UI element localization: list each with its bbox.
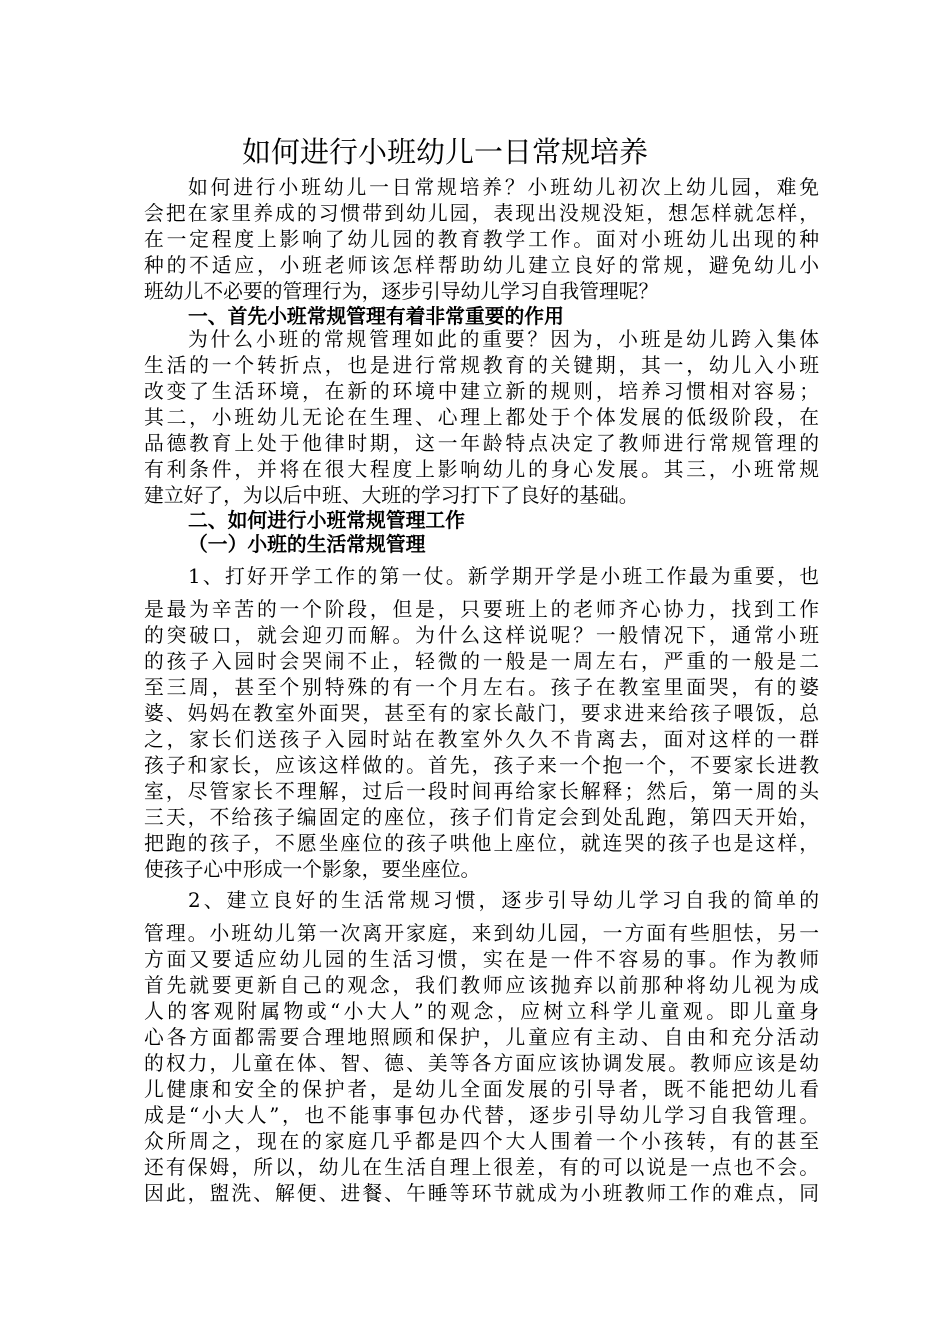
- para-intro-line: 如何进行小班幼儿一日常规培养？小班幼儿初次上幼儿园，难免: [188, 176, 819, 199]
- para-item1-line: 的突破口，就会迎刃而解。为什么这样说呢？一般情况下，通常小班: [144, 624, 819, 647]
- para-item2-line: 的权力，儿童在体、智、德、美等各方面应该协调发展。教师应该是幼: [144, 1052, 819, 1075]
- para-item2-line: 还有保姆，所以，幼儿在生活自理上很差，有的可以说是一点也不会。: [144, 1156, 819, 1179]
- para-section1-line: 有利条件，并将在很大程度上影响幼儿的身心发展。其三，小班常规: [144, 458, 819, 481]
- para-section1-line: 生活的一个转折点，也是进行常规教育的关键期，其一，幼儿入小班: [144, 354, 819, 377]
- para-item1-line: 是最为辛苦的一个阶段，但是，只要班上的老师齐心协力，找到工作: [144, 598, 819, 621]
- para-intro-line: 班幼儿不必要的管理行为，逐步引导幼儿学习自我管理呢？: [144, 280, 659, 303]
- para-item1-line: 1、打好开学工作的第一仗。新学期开学是小班工作最为重要，也: [188, 565, 819, 588]
- section-heading-1: 一、首先小班常规管理有着非常重要的作用: [188, 304, 564, 328]
- para-item2-line: 方面又要适应幼儿园的生活习惯，实在是一件不容易的事。作为教师: [144, 948, 819, 971]
- para-intro-line: 种的不适应，小班老师该怎样帮助幼儿建立良好的常规，避免幼儿小: [144, 254, 819, 277]
- para-item2-line: 因此，盥洗、解便、进餐、午睡等环节就成为小班教师工作的难点，同: [144, 1182, 819, 1205]
- para-item1-line: 至三周，甚至个别特殊的有一个月左右。孩子在教室里面哭，有的婆: [144, 676, 819, 699]
- para-intro-line: 会把在家里养成的习惯带到幼儿园，表现出没规没矩，想怎样就怎样，: [144, 202, 819, 225]
- para-item1-line: 使孩子心中形成一个影象，要坐座位。: [144, 858, 481, 881]
- para-section1-line: 品德教育上处于他律时期，这一年龄特点决定了教师进行常规管理的: [144, 432, 819, 455]
- para-section1-line: 为什么小班的常规管理如此的重要？因为，小班是幼儿跨入集体: [188, 328, 819, 351]
- para-item1-line: 室，尽管家长不理解，过后一段时间再给家长解释；然后，第一周的头: [144, 780, 819, 803]
- para-item1-line: 婆、妈妈在教室外面哭，甚至有的家长敲门，要求进来给孩子喂饭，总: [144, 702, 819, 725]
- para-item2-line: 2、建立良好的生活常规习惯，逐步引导幼儿学习自我的简单的: [188, 889, 819, 912]
- para-item2-line: 首先就要更新自己的观念，我们教师应该抛弃以前那种将幼儿视为成: [144, 974, 819, 997]
- para-item1-line: 把跑的孩子，不愿坐座位的孩子哄他上座位，就连哭的孩子也是这样，: [144, 832, 819, 855]
- section-heading-2: 二、如何进行小班常规管理工作: [188, 508, 465, 532]
- para-section1-line: 改变了生活环境，在新的环境中建立新的规则，培养习惯相对容易；: [144, 380, 819, 403]
- subsection-heading-1: （一）小班的生活常规管理: [188, 532, 426, 556]
- para-item2-line: 管理。小班幼儿第一次离开家庭，来到幼儿园，一方面有些胆怯，另一: [144, 922, 819, 945]
- para-item2-line: 众所周之，现在的家庭几乎都是四个大人围着一个小孩转，有的甚至: [144, 1130, 819, 1153]
- para-item1-line: 孩子和家长，应该这样做的。首先，孩子来一个抱一个，不要家长进教: [144, 754, 819, 777]
- para-section1-line: 建立好了，为以后中班、大班的学习打下了良好的基础。: [144, 484, 639, 507]
- document-title: 如何进行小班幼儿一日常规培养: [241, 135, 648, 169]
- para-item1-line: 的孩子入园时会哭闹不止，轻微的一般是一周左右，严重的一般是二: [144, 650, 819, 673]
- para-item1-line: 三天，不给孩子编固定的座位，孩子们肯定会到处乱跑，第四天开始，: [144, 806, 819, 829]
- para-item2-line: 人的客观附属物或“小大人”的观念，应树立科学儿童观。即儿童身: [144, 1000, 819, 1023]
- para-intro-line: 在一定程度上影响了幼儿园的教育教学工作。面对小班幼儿出现的种: [144, 228, 819, 251]
- para-section1-line: 其二，小班幼儿无论在生理、心理上都处于个体发展的低级阶段，在: [144, 406, 819, 429]
- para-item2-line: 心各方面都需要合理地照顾和保护，儿童应有主动、自由和充分活动: [144, 1026, 819, 1049]
- para-item2-line: 儿健康和安全的保护者，是幼儿全面发展的引导者，既不能把幼儿看: [144, 1078, 819, 1101]
- para-item2-line: 成是“小大人”，也不能事事包办代替，逐步引导幼儿学习自我管理。: [144, 1104, 819, 1127]
- para-item1-line: 之，家长们送孩子入园时站在教室外久久不肯离去，面对这样的一群: [144, 728, 819, 751]
